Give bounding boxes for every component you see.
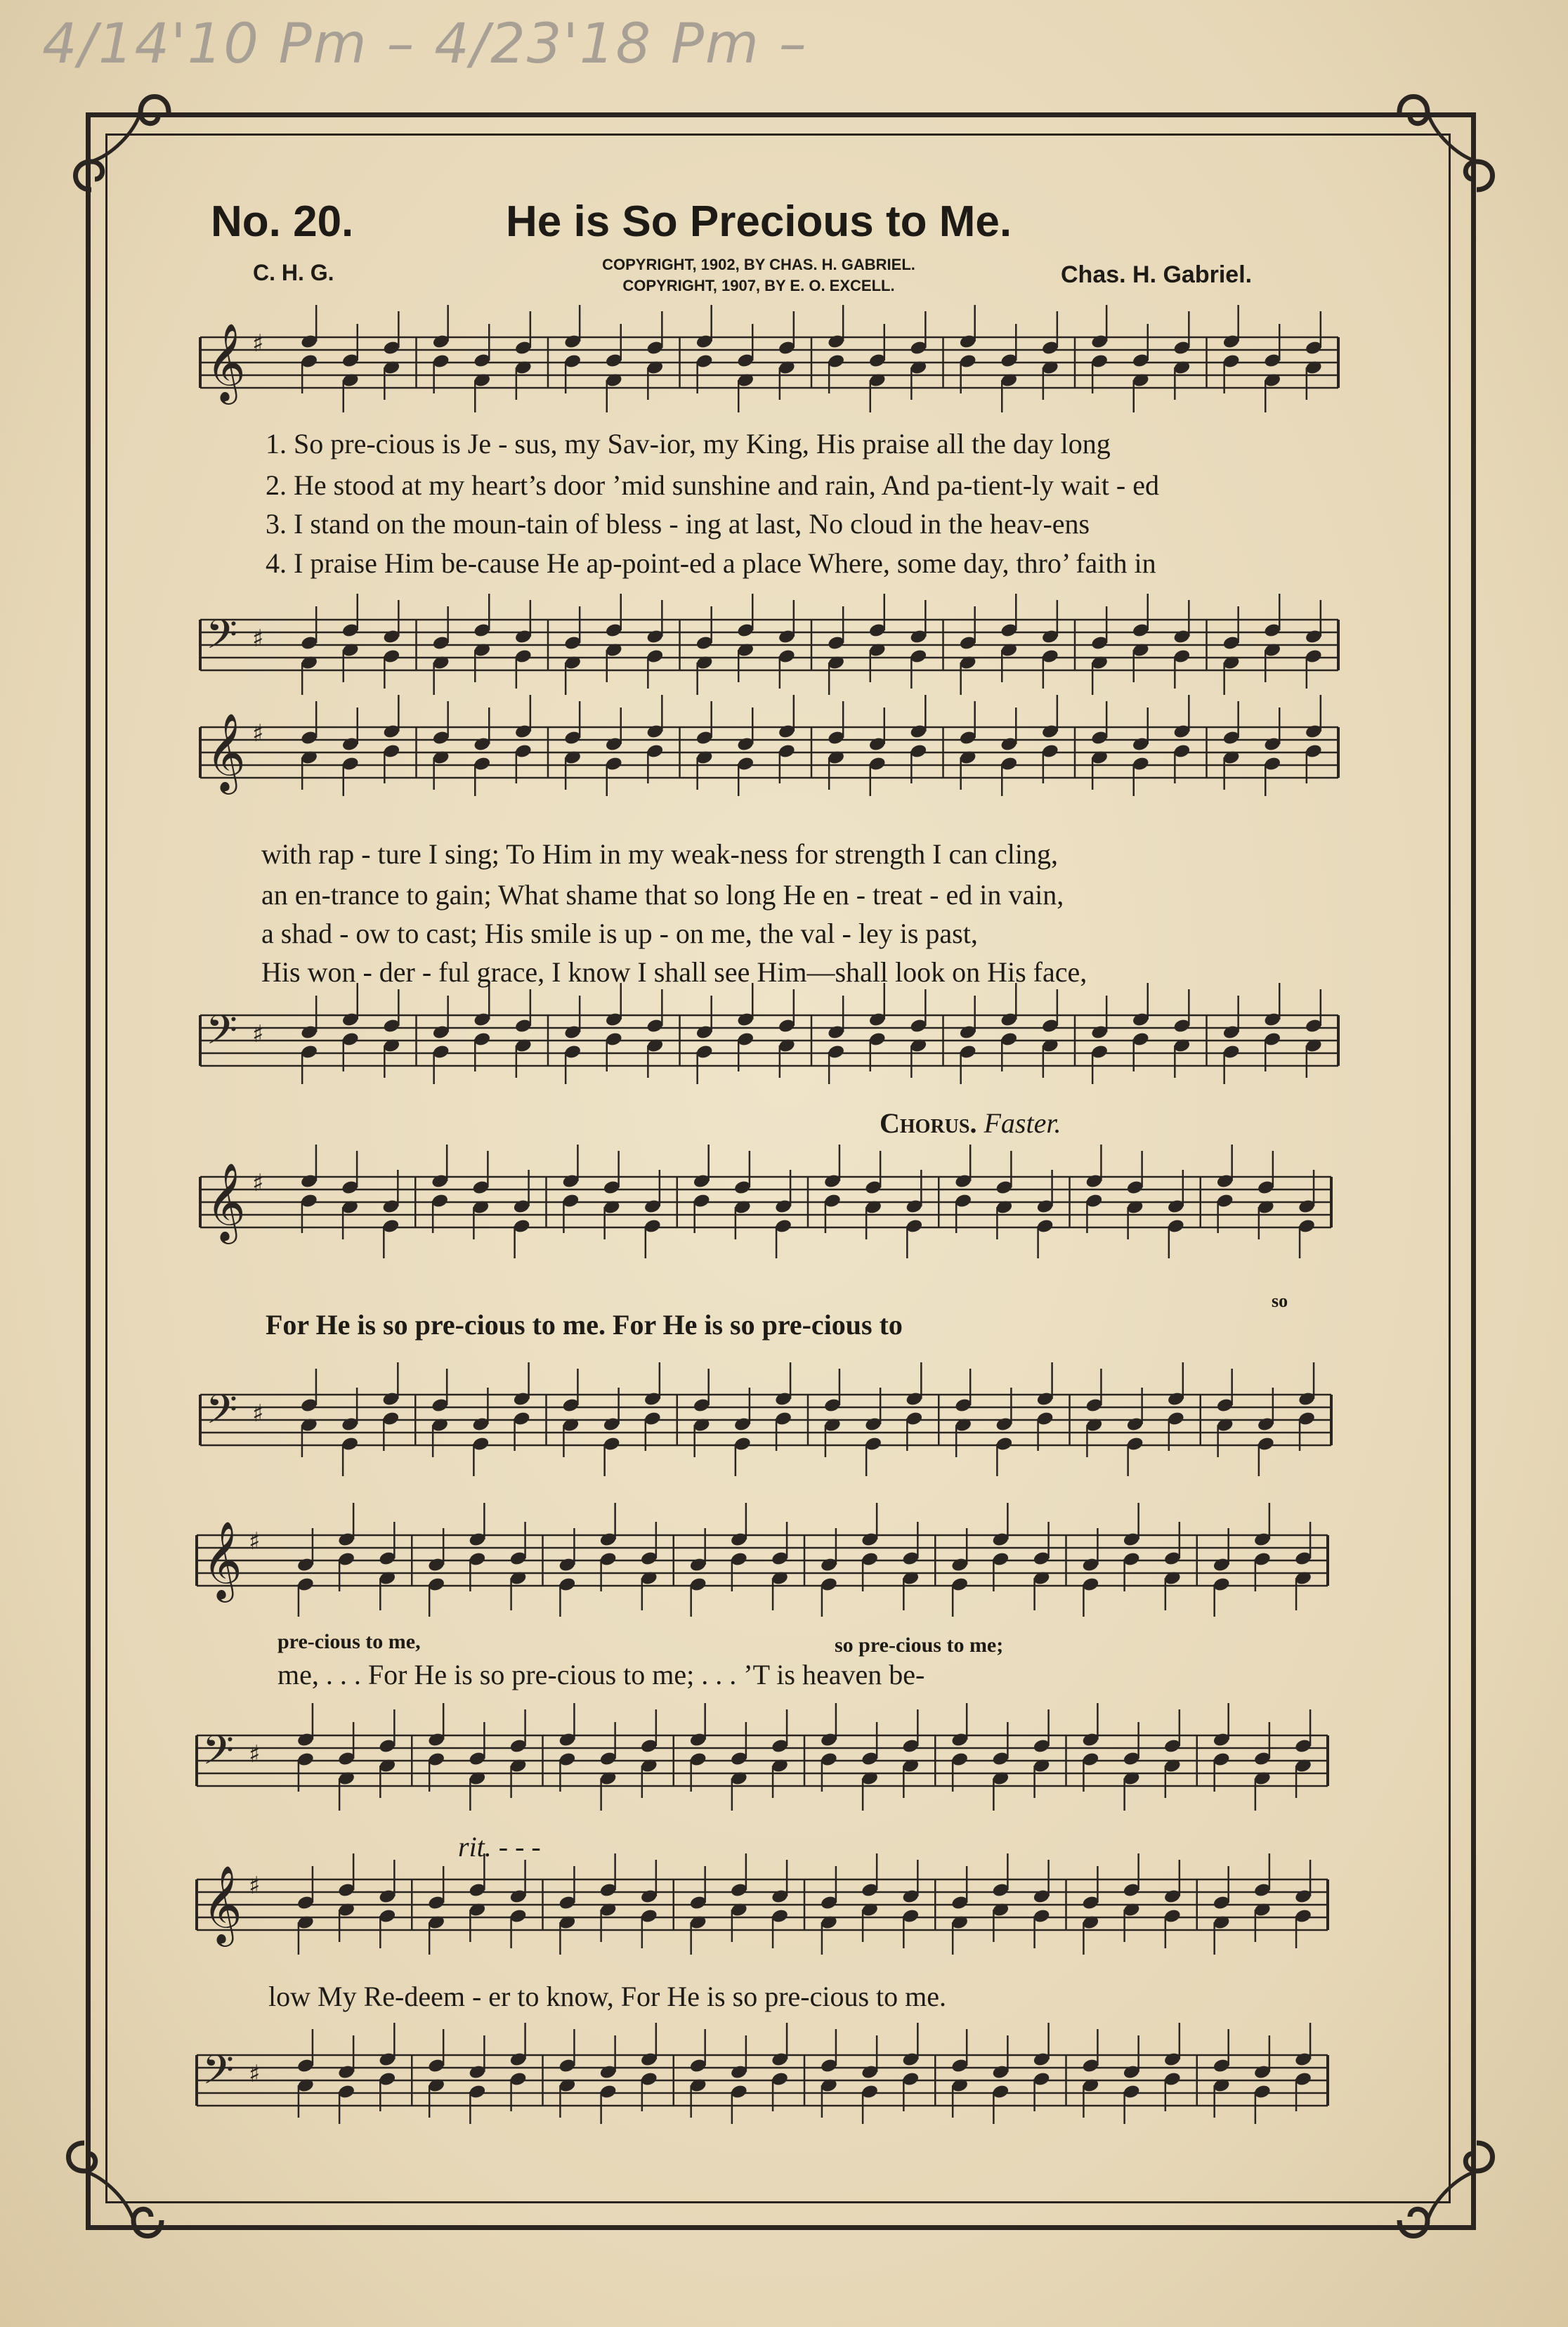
- sharp-icon: ♯: [249, 2060, 261, 2088]
- corner-scroll-icon: [1385, 84, 1505, 204]
- treble-staff-2: [200, 712, 1338, 791]
- composer-initials: C. H. G.: [253, 260, 334, 285]
- chorus-label: Chorus.: [880, 1107, 977, 1139]
- chorus-marking: [880, 1107, 1061, 1140]
- alto-lyric-b: so pre-cious to me;: [835, 1634, 1004, 1657]
- treble-clef-icon: 𝄞: [206, 322, 246, 401]
- sharp-icon: ♯: [252, 1020, 264, 1048]
- bass-staff-3: [200, 1388, 1331, 1458]
- treble-staff-4: [197, 1520, 1328, 1599]
- treble-staff-5: [197, 1865, 1328, 1943]
- corner-scroll-icon: [63, 84, 183, 204]
- alto-word: so: [1272, 1291, 1288, 1311]
- bass-clef-icon: 𝄢: [202, 1726, 235, 1784]
- verse-2-line-2: an en-trance to gain; What shame that so long He en - treat - ed in vain,: [261, 879, 1064, 911]
- hymn-title: He is So Precious to Me.: [506, 197, 1012, 246]
- handwritten-note: 4/14'10 Pm – 4/23'18 Pm –: [42, 13, 808, 76]
- sharp-icon: ♯: [252, 1400, 264, 1428]
- treble-staff-1: [200, 322, 1338, 401]
- bass-clef-icon: 𝄢: [202, 2046, 235, 2104]
- bass-clef-icon: 𝄢: [206, 1386, 238, 1443]
- copyright-notice: [534, 254, 984, 296]
- copyright-line: COPYRIGHT, 1907, BY E. O. EXCELL.: [622, 277, 895, 294]
- author-credit: Chas. H. Gabriel.: [1061, 261, 1253, 288]
- verse-1-line-2: with rap - ture I sing; To Him in my weak-ness for strength I can cling,: [261, 838, 1058, 870]
- sharp-icon: ♯: [252, 330, 264, 358]
- copyright-line: COPYRIGHT, 1902, BY CHAS. H. GABRIEL.: [602, 256, 915, 273]
- sharp-icon: ♯: [249, 1872, 261, 1900]
- treble-clef-icon: 𝄞: [206, 1162, 246, 1241]
- bass-staff-1: [200, 613, 1338, 683]
- sharp-icon: ♯: [252, 625, 264, 653]
- chorus-lyric-2: me, . . . For He is so pre-cious to me; . . . ’T is heaven be-: [277, 1659, 925, 1690]
- bass-clef-icon: 𝄢: [206, 611, 238, 668]
- verse-4-line-1: 4. I praise Him be-cause He ap-point-ed a place Where, some day, thro’ faith in: [266, 547, 1156, 579]
- bass-staff-4: [197, 1728, 1328, 1799]
- chorus-lyric-1: For He is so pre-cious to me. For He is so pre-cious to: [266, 1309, 903, 1341]
- chorus-lyric-3: low My Re-deem - er to know, For He is so pre-cious to me.: [268, 1981, 946, 2012]
- tempo-marking: Faster.: [984, 1107, 1061, 1139]
- bass-staff-2: [200, 1008, 1338, 1078]
- sharp-icon: ♯: [249, 1740, 261, 1768]
- verse-3-line-2: a shad - ow to cast; His smile is up - on me, the val - ley is past,: [261, 918, 978, 949]
- bass-clef-icon: 𝄢: [206, 1006, 238, 1064]
- treble-clef-icon: 𝄞: [202, 1520, 242, 1599]
- alto-lyric-a: pre-cious to me,: [277, 1630, 421, 1653]
- verse-2-line-1: 2. He stood at my heart’s door ’mid sunshine and rain, And pa-tient-ly wait - ed: [266, 469, 1159, 501]
- verse-4-line-2: His won - der - ful grace, I know I shall see Him—shall look on His face,: [261, 956, 1087, 988]
- sharp-icon: ♯: [252, 1169, 264, 1197]
- hymn-number: No. 20.: [211, 197, 354, 246]
- treble-clef-icon: 𝄞: [202, 1865, 242, 1943]
- verse-1-line-1: 1. So pre-cious is Je - sus, my Sav-ior, my King, His praise all the day long: [266, 428, 1111, 459]
- treble-clef-icon: 𝄞: [206, 712, 246, 791]
- corner-scroll-icon: [1385, 2129, 1505, 2248]
- bass-staff-5: [197, 2048, 1328, 2118]
- sharp-icon: ♯: [252, 719, 264, 748]
- ritardando-marking: rit. - - -: [458, 1831, 541, 1863]
- treble-staff-3: [200, 1162, 1331, 1241]
- verse-3-line-1: 3. I stand on the moun-tain of bless - ing at last, No cloud in the heav-ens: [266, 508, 1090, 540]
- sharp-icon: ♯: [249, 1527, 261, 1556]
- corner-scroll-icon: [56, 2129, 176, 2248]
